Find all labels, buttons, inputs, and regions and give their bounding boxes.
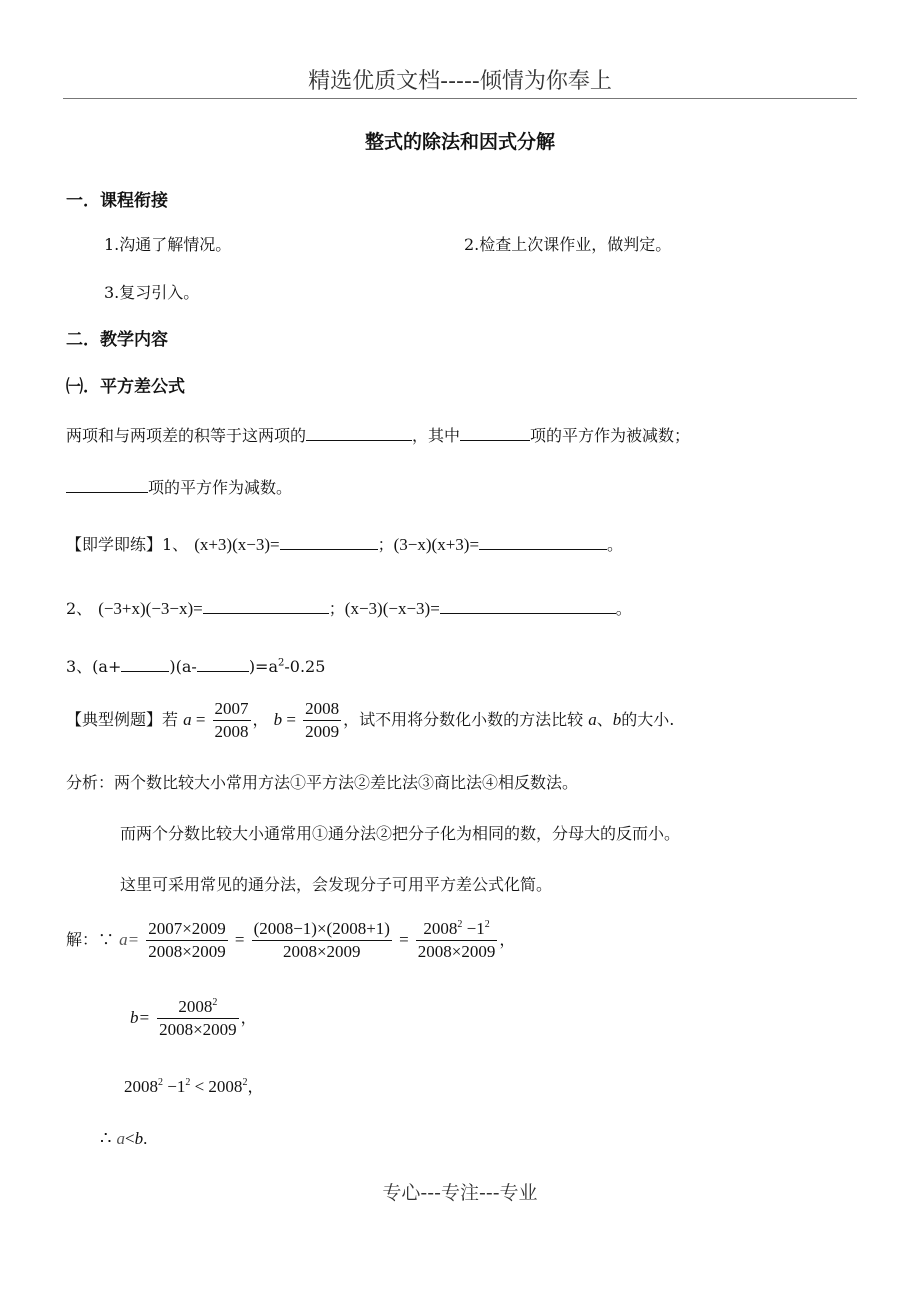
fill-blank-2[interactable] [460,424,530,441]
exercise-end: 。 [607,535,624,554]
solution-label: 解：∵ [66,930,115,949]
exercise-3-exponent: 2 [278,657,285,669]
fill-blank-7[interactable] [440,597,616,614]
solution-conclusion [100,1128,147,1149]
example-var-a: a [588,710,597,729]
exercise-3-part-d: -0.25 [284,657,326,676]
solution-eq-1: = [234,930,245,949]
solution-a-eq: a= [119,930,140,949]
formula-statement-line2 [66,475,292,498]
solution-fraction-1-numerator: 2007×2009 [146,918,228,941]
solution-fraction-4-exp: 2 [212,997,218,1008]
statement-text-a: 两项和与两项差的积等于这两项的 [66,426,307,445]
solution-fraction-3-base-b: −1 [462,919,485,938]
exercise-3-part-a: 3、(a+ [66,657,122,676]
exercise-expr-2: (3−x)(x+3)= [393,535,480,554]
statement-text-b: ，其中 [412,426,461,445]
example-comma: ， [252,710,269,729]
exercise-3-part-c: )=a [248,657,278,676]
solution-fraction-1 [146,918,228,963]
solution-fraction-2-denominator: 2008×2009 [282,942,361,961]
subsection-heading: ㈠．平方差公式 [66,377,185,397]
page-header: 精选优质文档-----倾情为你奉上 [308,69,612,94]
inequality-part-a: 2008 [124,1077,158,1096]
conclusion-period: . [143,1129,148,1148]
solution-fraction-3-exp-b: 2 [484,919,490,930]
exercise-expr-3: (−3+x)(−3−x)= [98,599,203,618]
fill-blank-9[interactable] [197,655,249,672]
document-title: 整式的除法和因式分解 [364,131,555,153]
exercise-expr-4: (x−3)(−x−3)= [344,599,440,618]
solution-line-2 [130,996,257,1041]
exercise-number-2: 2、 [66,599,93,618]
exercise-line-3 [66,654,325,677]
inequality-exp-a: 2 [158,1077,163,1088]
section-heading-1: 一．课程衔接 [66,191,168,211]
solution-fraction-2 [252,918,392,963]
analysis-line-2: 而两个分数比较大小通常用①通分法②把分子化为相同的数，分母大的反而小。 [120,824,681,843]
var-a: a [183,710,192,729]
exercise-label: 【即学即练】1、 [66,535,189,554]
solution-fraction-3 [416,918,498,963]
header-divider [63,98,857,99]
exercise-3-part-b: )(a- [169,657,197,676]
list-item-1: 1.沟通了解情况。 [104,235,232,254]
fraction-a-denominator: 2008 [214,722,249,741]
solution-fraction-4 [157,996,239,1041]
analysis-line-1: 分析：两个数比较大小常用方法①平方法②差比法③商比法④相反数法。 [66,773,579,792]
fraction-b-denominator: 2009 [305,722,340,741]
solution-fraction-3-denominator: 2008×2009 [417,942,496,961]
fraction-b [303,698,341,743]
inequality-part-b: −1 [163,1077,186,1096]
formula-statement-line1 [66,423,690,446]
analysis-line-3: 这里可采用常见的通分法，会发现分子可用平方差公式化简。 [120,875,553,894]
example-tail-b: 、 [596,710,613,729]
exercise-sep: ； [377,535,394,554]
exercise-line-2 [66,596,632,619]
fraction-b-numerator: 2008 [303,698,341,721]
fill-blank-5[interactable] [479,533,607,550]
page-footer: 专心---专注---专业 [382,1182,538,1204]
example-tail-a: ，试不用将分数化小数的方法比较 [343,710,584,729]
solution-fraction-3-exp-a: 2 [457,919,463,930]
list-item-3: 3.复习引入。 [104,283,200,302]
example-var-b: b [612,710,622,729]
fraction-a-numerator: 2007 [213,698,251,721]
inequality-exp-b: 2 [185,1077,191,1088]
fill-blank-8[interactable] [121,655,169,672]
inequality-exp-c: 2 [242,1077,248,1088]
exercise-expr-1: (x+3)(x−3)= [194,535,280,554]
solution-comma-3: ， [247,1079,264,1096]
example-label: 【典型例题】若 [66,710,179,729]
solution-fraction-2-numerator: (2008−1)×(2008+1) [252,918,392,941]
solution-line-1 [66,918,515,963]
exercise-end-2: 。 [615,599,632,618]
example-line: 【典型例题】若 a = $\frac{2007}{2008}$ ， b = $\frac{2008}{2009}$ ，试不用将分数化小数的方法比较 a、b的大小. [66,699,675,741]
solution-b-eq: b= [130,1008,150,1027]
solution-fraction-1-denominator: 2008×2009 [148,942,226,961]
therefore-symbol: ∴ [100,1128,112,1149]
solution-comma-1: ， [499,930,516,949]
solution-fraction-4-base: 2008 [178,997,213,1016]
conclusion-b: b [134,1129,144,1148]
solution-eq-2: = [399,930,409,949]
fill-blank-3[interactable] [66,476,148,493]
inequality-part-c: < 2008 [190,1077,243,1096]
example-tail-c: 的大小. [621,710,675,729]
fill-blank-6[interactable] [203,597,329,614]
fill-blank-4[interactable] [280,533,378,550]
exercise-line-1 [66,532,623,555]
conclusion-lt: < [125,1129,135,1148]
solution-fraction-4-denominator: 2008×2009 [159,1020,237,1039]
section-heading-2: 二．教学内容 [66,330,168,350]
list-item-2: 2.检查上次课作业，做判定。 [464,235,672,254]
statement-text-d: 项的平方作为减数。 [148,478,293,497]
solution-comma-2: ， [240,1008,257,1027]
exercise-sep-2: ； [328,599,345,618]
fraction-a [213,698,251,743]
solution-fraction-3-base-a: 2008 [423,919,458,938]
solution-inequality [124,1074,263,1097]
var-b: b [273,710,283,729]
conclusion-a: a [116,1129,126,1148]
statement-text-c: 项的平方作为被减数； [530,426,691,445]
fill-blank-1[interactable] [306,424,412,441]
